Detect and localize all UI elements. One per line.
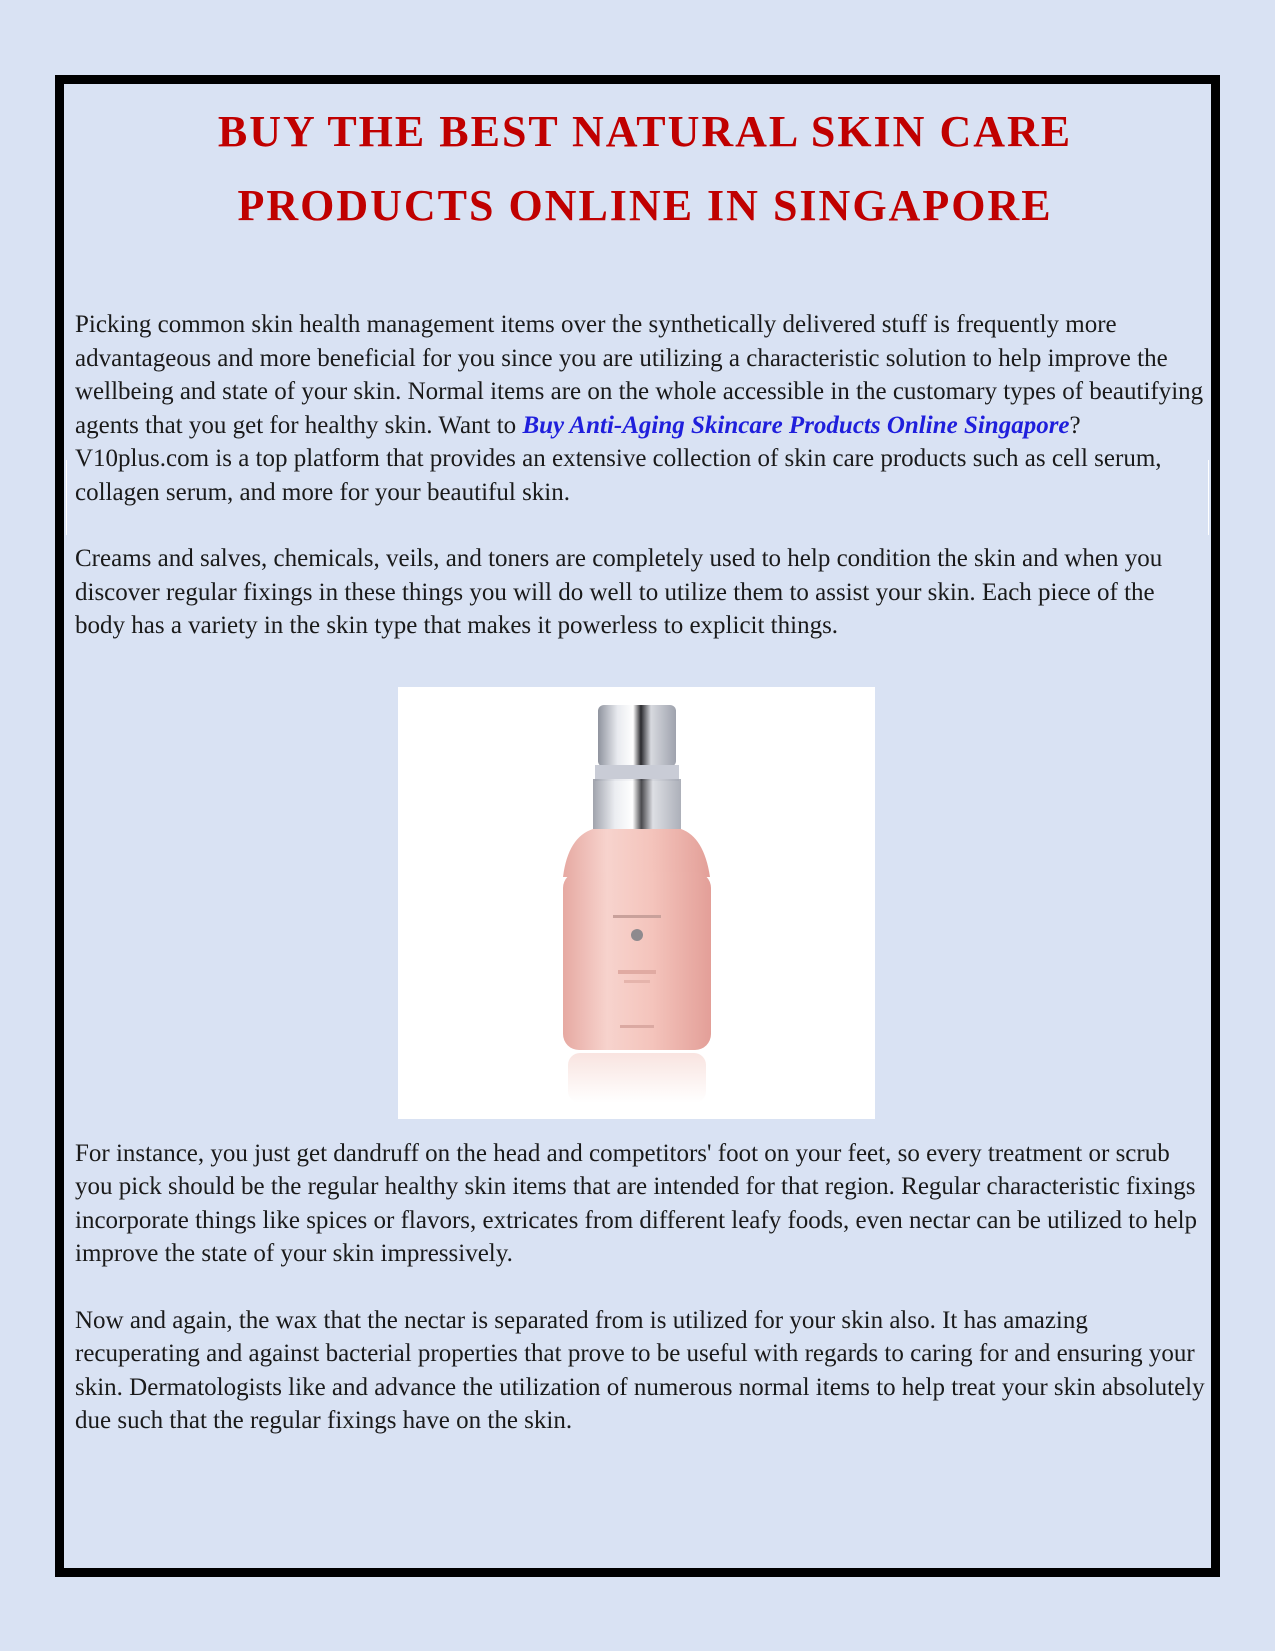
border-mark-left xyxy=(66,460,67,535)
border-mark-right xyxy=(1208,460,1209,535)
paragraph-creams: Creams and salves, chemicals, veils, and toners are completely used to help condition the skin and when you discover regular fixings in these things you will do well to utilize them to assist your skin. Each piece of the body has a variety in the skin type that makes it powerless to explicit things. xyxy=(75,545,1163,639)
document-body xyxy=(75,95,1205,1438)
paragraph-examples: For instance, you just get dandruff on the head and competitors' foot on your feet, so every treatment or scrub you pick should be the regular healthy skin items that are intended for that region. Regular characteristic fixings incorporate things like spices or flavors, extricates from different leafy foods, even nectar can be utilized to help improve the state of your skin impressively. xyxy=(75,1139,1198,1267)
page-title: BUY THE BEST NATURAL SKIN CARE PRODUCTS ONLINE IN SINGAPORE xyxy=(217,107,1073,230)
paragraph-intro-text-start: Picking common skin health management items over the synthetically delivered stuff is frequently more advantageous and more beneficial for you since you are utilizing a characteristic solution to help improve the wellbeing and state of your skin. Normal items are on the whole accessible in the customary types of beautifying agents that you get for healthy skin. Want to xyxy=(75,311,1204,439)
paragraph-intro xyxy=(75,308,1205,509)
serum-bottle-image xyxy=(398,687,875,1119)
paragraph-wax: Now and again, the wax that the nectar is separated from is utilized for your skin also. It has amazing recuperating and against bacterial properties that prove to be useful with regards to caring for and ensuring your skin. Dermatologists like and advance the utilization of numerous normal items to help treat your skin absolutely due such that the regular fixings have on the skin. xyxy=(75,1306,1205,1434)
serum-bottle-icon xyxy=(398,687,875,1119)
anti-aging-products-link[interactable]: Buy Anti-Aging Skincare Products Online Singapore xyxy=(522,411,1070,439)
paragraph-intro-text-end: ? V10plus.com is a top platform that provides an extensive collection of skin care products such as cell serum, collagen serum, and more for your beautiful skin. xyxy=(75,411,1162,506)
